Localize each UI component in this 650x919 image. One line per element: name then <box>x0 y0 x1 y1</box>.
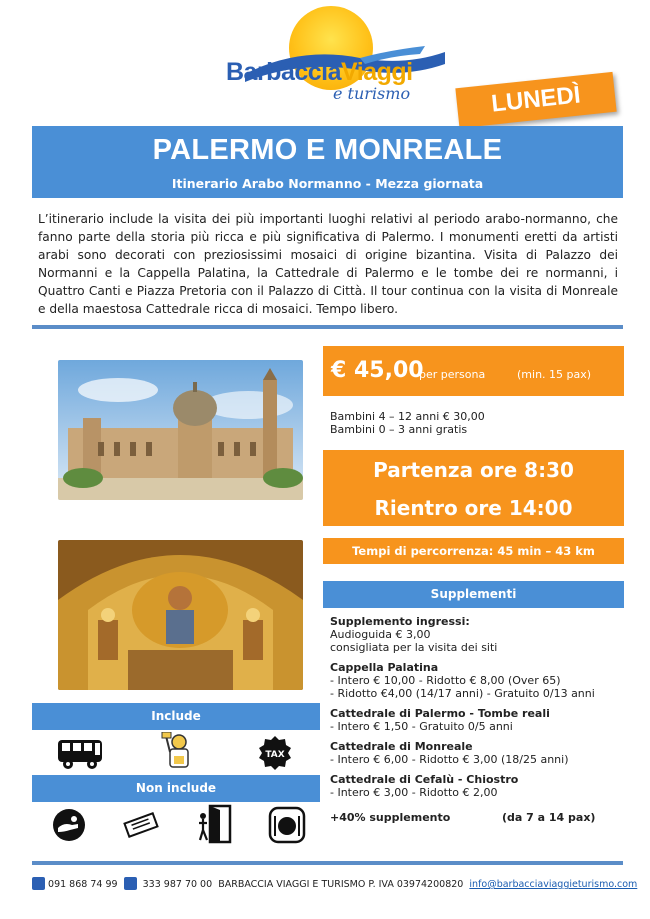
supplement-palermo-title: Cattedrale di Palermo - Tombe reali <box>330 707 550 720</box>
supplement-extra: +40% supplemento <box>330 811 451 824</box>
tip-hand-icon <box>50 806 88 844</box>
include-heading: Include <box>32 703 320 730</box>
supplement-cappella-title: Cappella Palatina <box>330 661 439 674</box>
logo-name-part1: Barbaccia <box>226 58 342 86</box>
entrance-door-icon <box>196 804 234 842</box>
cathedral-photo <box>58 360 303 500</box>
supplement-monreale-line-1: - Intero € 6,00 - Ridotto € 3,00 (18/25 anni) <box>330 753 569 766</box>
footer-mobile[interactable]: 333 987 70 00 <box>142 879 213 890</box>
page-subtitle: Itinerario Arabo Normanno - Mezza giornata <box>171 176 484 191</box>
supplements-heading: Supplementi <box>323 581 624 608</box>
supplement-cappella-line-1: - Intero € 10,00 - Ridotto € 8,00 (Over 65) <box>330 674 561 687</box>
price-box <box>323 346 624 396</box>
supplements-list <box>330 615 622 825</box>
title-band <box>32 126 623 198</box>
supplement-ingressi-title: Supplemento ingressi: <box>330 615 470 628</box>
footer-company: BARBACCIA VIAGGI E TURISMO P. IVA 03974200820 <box>218 879 464 890</box>
tour-guide-icon <box>160 732 198 770</box>
supplement-audioguida: Audioguida € 3,00 <box>330 628 431 641</box>
logo-text <box>226 58 413 87</box>
footer-email-link[interactable]: info@barbacciaviaggieturismo.com <box>469 879 638 890</box>
supplement-cefalu-title: Cattedrale di Cefalù - Chiostro <box>330 773 519 786</box>
supplement-extra-note: (da 7 a 14 pax) <box>502 811 596 824</box>
not-include-heading: Non include <box>32 775 320 802</box>
day-badge: LUNEDÌ <box>455 72 616 128</box>
kids-line-2: Bambini 0 – 3 anni gratis <box>330 423 468 436</box>
schedule-box <box>323 450 624 526</box>
supplement-cappella-line-2: - Ridotto €4,00 (14/17 anni) - Gratuito 0/13 anni <box>330 687 595 700</box>
supplement-palermo-line-1: - Intero € 1,50 - Gratuito 0/5 anni <box>330 720 513 733</box>
price-per: per persona <box>419 368 486 381</box>
departure-time: Partenza ore 8:30 <box>373 458 574 482</box>
tour-description: L’itinerario include la visita dei più importanti luoghi relativi al periodo arabo-normanno, che fanno parte della storia più ricca e più significativa di Palermo. I monumenti eretti da artisti arabi sono decorati con preziosissimi mosaici di origine bizantina. Visita di Palazzo dei Normanni e la Cappella Palatina, la Cattedrale di Palermo e le tombe dei re normanni, i Quattro Canti e Piazza Pretoria con il Palazzo di Città. Il tour continua con la visita di Monreale e della maestosa Cattedrale ricca di mosaici. Tempo libero. <box>38 212 618 316</box>
price-min: (min. 15 pax) <box>517 368 592 381</box>
footer-phone[interactable]: 091 868 74 99 <box>48 879 118 890</box>
svg-text:TAX: TAX <box>265 750 285 760</box>
tax-icon <box>256 734 294 772</box>
mosaic-photo <box>58 540 303 690</box>
supplement-monreale-title: Cattedrale di Monreale <box>330 740 473 753</box>
return-time: Rientro ore 14:00 <box>374 496 573 520</box>
footer <box>32 878 637 891</box>
phone-icon <box>32 877 45 890</box>
logo-tagline: e turismo <box>333 84 411 103</box>
meal-icon <box>268 806 306 844</box>
logo-name-part2: Viaggi <box>341 58 413 86</box>
kids-line-1: Bambini 4 – 12 anni € 30,00 <box>330 410 485 423</box>
tickets-icon <box>122 808 160 846</box>
price-amount: € 45,00 <box>331 358 424 383</box>
bus-icon <box>56 734 94 772</box>
divider-bottom <box>32 861 623 865</box>
supplement-audioguida-note: consigliata per la visita dei siti <box>330 641 498 654</box>
divider-top <box>32 325 623 329</box>
travel-time: Tempi di percorrenza: 45 min – 43 km <box>323 538 624 564</box>
page-title: PALERMO E MONREALE <box>152 134 503 166</box>
supplement-cefalu-line-1: - Intero € 3,00 - Ridotto € 2,00 <box>330 786 498 799</box>
mobile-icon <box>124 877 137 890</box>
kids-prices <box>330 410 485 436</box>
